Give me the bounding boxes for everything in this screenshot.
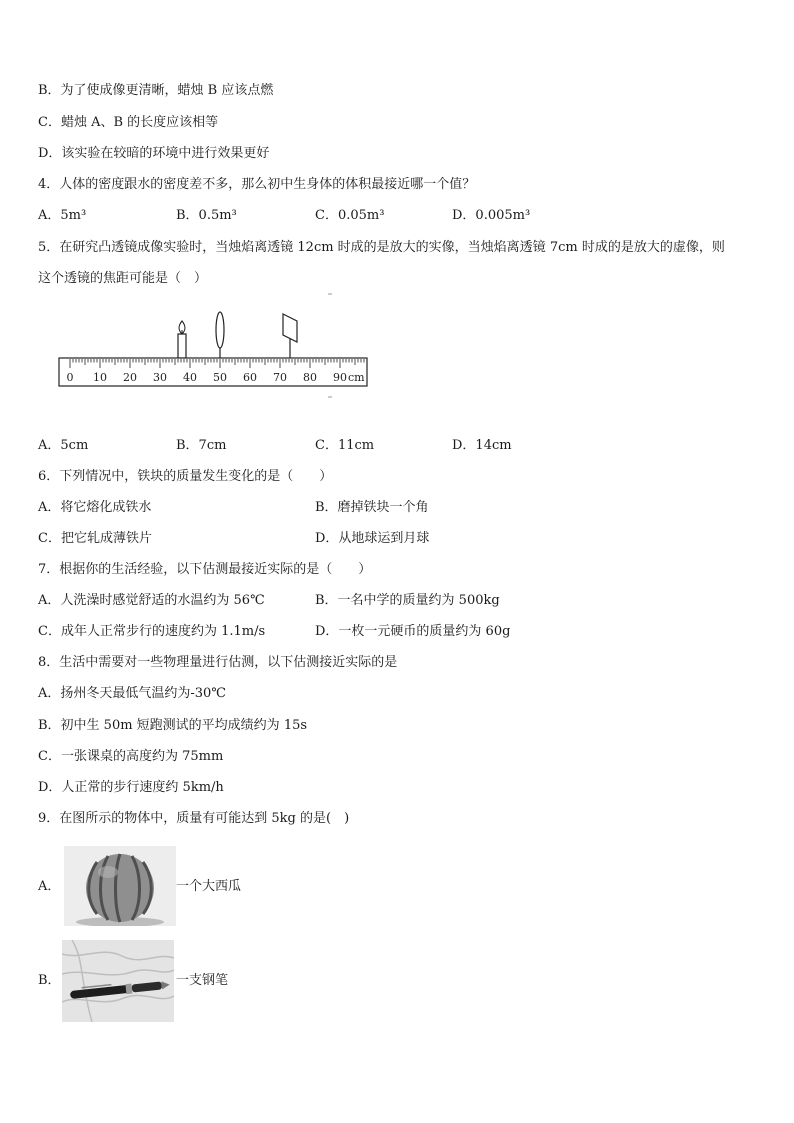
ruler-label: 40 bbox=[183, 371, 197, 384]
q5-stem-line1: 5．在研究凸透镜成像实验时，当烛焰离透镜 12cm 时成的是放大的实像，当烛焰离透镜 7cm 时成的是放大的虚像，则 bbox=[38, 240, 725, 255]
q3-option-b: B．为了使成像更清晰，蜡烛 B 应该点燃 bbox=[38, 83, 274, 98]
fountain-pen-image bbox=[62, 940, 174, 1022]
optical-bench-figure bbox=[56, 290, 376, 400]
q4-option-d: D．0.005m³ bbox=[452, 208, 531, 223]
q8-option-a: A．扬州冬天最低气温约为-30℃ bbox=[38, 686, 226, 701]
watermelon-image bbox=[64, 846, 176, 926]
q8-option-b: B．初中生 50m 短跑测试的平均成绩约为 15s bbox=[38, 718, 308, 733]
q7-option-b: B．一名中学的质量约为 500kg bbox=[315, 593, 500, 608]
ruler-label: 90 bbox=[333, 371, 347, 384]
screen-icon bbox=[283, 314, 297, 358]
q4-option-b: B．0.5m³ bbox=[176, 208, 237, 223]
ruler-unit: cm bbox=[348, 371, 365, 384]
q8-option-d: D．人正常的步行速度约 5km/h bbox=[38, 780, 224, 795]
q9-option-b-letter: B． bbox=[38, 973, 61, 988]
q9-option-a-letter: A． bbox=[38, 879, 61, 894]
q5-option-d: D．14cm bbox=[452, 438, 512, 453]
q3-option-d: D．该实验在较暗的环境中进行效果更好 bbox=[38, 146, 270, 161]
ruler-label: 10 bbox=[93, 371, 107, 384]
q9-option-b-text: 一支钢笔 bbox=[176, 973, 229, 988]
q6-option-a: A．将它熔化成铁水 bbox=[38, 500, 152, 515]
q7-option-c: C．成年人正常步行的速度约为 1.1m/s bbox=[38, 624, 266, 639]
ruler bbox=[59, 358, 367, 386]
q6-stem: 6．下列情况中，铁块的质量发生变化的是（ ） bbox=[38, 469, 333, 484]
q3-option-c: C．蜡烛 A、B 的长度应该相等 bbox=[38, 115, 219, 130]
candle-icon bbox=[178, 321, 186, 358]
q5-option-c: C．11cm bbox=[315, 438, 375, 453]
ruler-label: 60 bbox=[243, 371, 257, 384]
q8-stem: 8．生活中需要对一些物理量进行估测，以下估测接近实际的是 bbox=[38, 655, 398, 670]
q6-option-c: C．把它轧成薄铁片 bbox=[38, 531, 152, 546]
ruler-label: 80 bbox=[303, 371, 317, 384]
q4-option-a: A．5m³ bbox=[38, 208, 87, 223]
q5-stem-line2: 这个透镜的焦距可能是（ ） bbox=[38, 271, 208, 286]
ruler-label: 50 bbox=[213, 371, 227, 384]
q9-stem: 9．在图所示的物体中，质量有可能达到 5kg 的是( ) bbox=[38, 811, 350, 826]
q8-option-c: C．一张课桌的高度约为 75mm bbox=[38, 749, 224, 764]
q4-stem: 4．人体的密度跟水的密度差不多，那么初中生身体的体积最接近哪一个值？ bbox=[38, 177, 476, 192]
convex-lens-icon bbox=[216, 312, 224, 358]
q4-option-c: C．0.05m³ bbox=[315, 208, 385, 223]
q7-option-a: A．人洗澡时感觉舒适的水温约为 56℃ bbox=[38, 593, 265, 608]
q6-option-b: B．磨掉铁块一个角 bbox=[315, 500, 429, 515]
q9-option-a-text: 一个大西瓜 bbox=[176, 879, 242, 894]
ruler-label: 0 bbox=[66, 371, 74, 384]
q5-option-b: B．7cm bbox=[176, 438, 227, 453]
q5-option-a: A．5cm bbox=[38, 438, 89, 453]
q7-stem: 7．根据你的生活经验，以下估测最接近实际的是（ ） bbox=[38, 562, 372, 577]
ruler-label: 30 bbox=[153, 371, 167, 384]
q6-option-d: D．从地球运到月球 bbox=[315, 531, 430, 546]
ruler-label: 20 bbox=[123, 371, 137, 384]
ruler-label: 70 bbox=[273, 371, 287, 384]
q7-option-d: D．一枚一元硬币的质量约为 60g bbox=[315, 624, 511, 639]
